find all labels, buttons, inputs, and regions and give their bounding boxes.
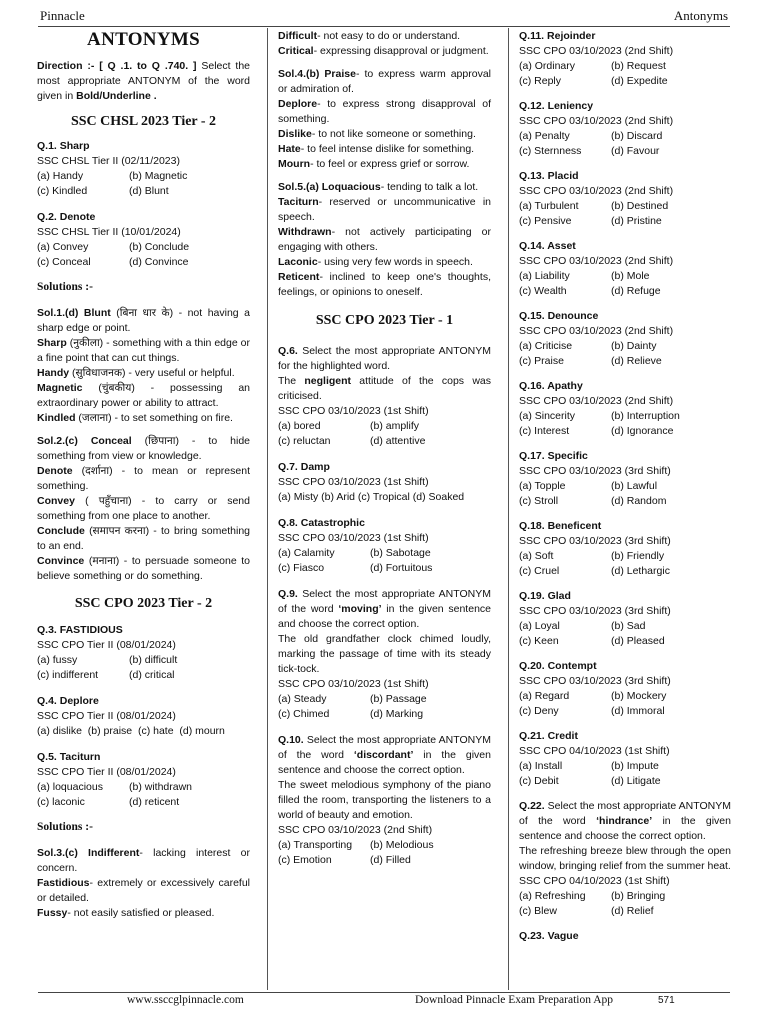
- question-7: Q.7. Damp SSC CPO 03/10/2023 (1st Shift) (a) Misty (b) Arid (c) Tropical (d) Soaked: [278, 461, 465, 503]
- column-1: [37, 29, 250, 921]
- question-18: Q.18. Beneficent SSC CPO 03/10/2023 (3rd Shift) (a) Soft (b) Friendly (c) Cruel (d) Lethargic: [519, 519, 731, 579]
- options: (a) Liability (b) Mole (c) Wealth (d) Refuge: [519, 270, 661, 297]
- question-4: Q.4. Deplore SSC CPO Tier II (08/01/2024) (a) dislike (b) praise (c) hate (d) mourn: [37, 695, 225, 737]
- question-1: Q.1. Sharp SSC CHSL Tier II (02/11/2023) (a) Handy (b) Magnetic (c) Kindled (d) Blunt: [37, 139, 250, 199]
- solutions-heading: Solutions :-: [37, 281, 93, 293]
- footer-divider: [38, 992, 730, 993]
- column-3: [519, 29, 731, 944]
- question-11: Q.11. Rejoinder SSC CPO 03/10/2023 (2nd Shift) (a) Ordinary (b) Request (c) Reply (d) Expedite: [519, 29, 731, 89]
- section-heading: SSC CHSL 2023 Tier - 2: [70, 114, 217, 129]
- options: (a) Install (b) Impute (c) Debit (d) Litigate: [519, 760, 661, 787]
- options: (a) Handy (b) Magnetic (c) Kindled (d) Blunt: [37, 170, 188, 197]
- options: (a) Refreshing (b) Bringing (c) Blew (d) Relief: [519, 890, 666, 917]
- options: (a) Regard (b) Mockery (c) Deny (d) Immoral: [519, 690, 667, 717]
- header-publisher: Pinnacle: [40, 8, 85, 23]
- question-8: Q.8. Catastrophic SSC CPO 03/10/2023 (1st Shift) (a) Calamity (b) Sabotage (c) Fiasco (d) Fortuitous: [278, 516, 491, 576]
- options: (a) Transporting (b) Melodious (c) Emotion (d) Filled: [278, 839, 434, 866]
- options: (a) Sincerity (b) Interruption (c) Interest (d) Ignorance: [519, 410, 680, 437]
- question-19: Q.19. Glad SSC CPO 03/10/2023 (3rd Shift) (a) Loyal (b) Sad (c) Keen (d) Pleased: [519, 589, 731, 649]
- footer-app-promo: Download Pinnacle Exam Preparation App: [415, 994, 614, 1006]
- question-9: Q.9. Select the most appropriate ANTONYM of the word ‘moving’ in the given sentence and choose the correct option. The old grandfather clock chimed loudly, marking the passage of time with its steady tick-tock. SSC CPO 03/10/2023 (1st Shift) (a) Steady (b) Passage (c) Chimed (d) Marking: [278, 588, 491, 720]
- options: (a) fussy (b) difficult (c) indifferent (d) critical: [37, 654, 178, 681]
- column-2: [278, 29, 491, 868]
- question-3: Q.3. FASTIDIOUS SSC CPO Tier II (08/01/2024) (a) fussy (b) difficult (c) indifferent (d) critical: [37, 623, 250, 683]
- question-21: Q.21. Credit SSC CPO 04/10/2023 (1st Shift) (a) Install (b) Impute (c) Debit (d) Litigate: [519, 729, 731, 789]
- definition-line: Difficult- not easy to do or understand.: [278, 30, 461, 42]
- options: (a) Ordinary (b) Request (c) Reply (d) Expedite: [519, 60, 668, 87]
- options: (a) Calamity (b) Sabotage (c) Fiasco (d) Fortuitous: [278, 547, 433, 574]
- question-10: Q.10. Select the most appropriate ANTONYM of the word ‘discordant’ in the given sentence and choose the correct option. The sweet melodious symphony of the piano filled the room, transporting the listeners to a world of beauty and emotion. SSC CPO 03/10/2023 (2nd Shift) (a) Transporting (b) Melodious (c) Emotion (d) Filled: [278, 734, 491, 866]
- question-12: Q.12. Leniency SSC CPO 03/10/2023 (2nd Shift) (a) Penalty (b) Discard (c) Sternness (d) Favour: [519, 99, 731, 159]
- question-6: Q.6. Select the most appropriate ANTONYM for the highlighted word. The negligent attitude of the cops was criticised. SSC CPO 03/10/2023 (1st Shift) (a) bored (b) amplify (c) reluctan (d) attentive: [278, 345, 491, 447]
- page-header: [40, 6, 728, 24]
- column-divider-2: [508, 28, 509, 990]
- question-23: Q.23. Vague: [519, 930, 579, 942]
- options: (a) Steady (b) Passage (c) Chimed (d) Marking: [278, 693, 427, 720]
- solution-2: Sol.2.(c) Conceal (छिपाना) - to hide something from view or knowledge. Denote (दर्शाना) - to mean or represent something. Convey ( पहुँचाना) - to carry or send something from one place to another. Conclude (समापन करना) - to bring something to an end. Convince (मनाना) - to persuade someone to believe something or do something.: [37, 435, 250, 582]
- direction-text: Direction :- [ Q .1. to Q .740. ] Select the most appropriate ANTONYM of the word given in Bold/Underline .: [37, 60, 250, 102]
- solution-1: Sol.1.(d) Blunt (बिना धार के) - not having a sharp edge or point. Sharp (नुकीला) - something with a thin edge or a fine point that can cut things. Handy (सुविधाजनक) - very useful or helpful. Magnetic (चुंबकीय) - possessing an extraordinary power or ability to attract. Kindled (जलाना) - to set something on fire.: [37, 307, 250, 424]
- page-footer: [0, 994, 768, 1010]
- options: (a) loquacious (b) withdrawn (c) laconic (d) reticent: [37, 781, 193, 808]
- question-13: Q.13. Placid SSC CPO 03/10/2023 (2nd Shift) (a) Turbulent (b) Destined (c) Pensive (d) Pristine: [519, 169, 731, 229]
- options: (a) Turbulent (b) Destined (c) Pensive (d) Pristine: [519, 200, 669, 227]
- question-22: Q.22. Select the most appropriate ANTONYM of the word ‘hindrance’ in the given sentence and choose the correct option. The refreshing breeze blew through the open window, bringing relief from the summer heat. SSC CPO 04/10/2023 (1st Shift) (a) Refreshing (b) Bringing (c) Blew (d) Relief: [519, 800, 731, 917]
- question-2: Q.2. Denote SSC CHSL Tier II (10/01/2024) (a) Convey (b) Conclude (c) Conceal (d) Convince: [37, 210, 250, 270]
- options: (a) Penalty (b) Discard (c) Sternness (d) Favour: [519, 130, 663, 157]
- options: (a) Convey (b) Conclude (c) Conceal (d) Convince: [37, 241, 190, 268]
- column-divider-1: [267, 28, 268, 990]
- options: (a) Soft (b) Friendly (c) Cruel (d) Lethargic: [519, 550, 670, 577]
- question-14: Q.14. Asset SSC CPO 03/10/2023 (2nd Shift) (a) Liability (b) Mole (c) Wealth (d) Refuge: [519, 239, 731, 299]
- options: (a) Loyal (b) Sad (c) Keen (d) Pleased: [519, 620, 665, 647]
- question-15: Q.15. Denounce SSC CPO 03/10/2023 (2nd Shift) (a) Criticise (b) Dainty (c) Praise (d) Relieve: [519, 309, 731, 369]
- definition-line: Critical- expressing disapproval or judgment.: [278, 45, 489, 57]
- options: (a) Topple (b) Lawful (c) Stroll (d) Random: [519, 480, 667, 507]
- question-5: Q.5. Taciturn SSC CPO Tier II (08/01/2024) (a) loquacious (b) withdrawn (c) laconic (d) reticent: [37, 750, 250, 810]
- options: (a) bored (b) amplify (c) reluctan (d) attentive: [278, 420, 426, 447]
- question-20: Q.20. Contempt SSC CPO 03/10/2023 (3rd Shift) (a) Regard (b) Mockery (c) Deny (d) Immoral: [519, 659, 731, 719]
- page-number: 571: [658, 995, 675, 1006]
- question-16: Q.16. Apathy SSC CPO 03/10/2023 (2nd Shift) (a) Sincerity (b) Interruption (c) Interest (d) Ignorance: [519, 379, 731, 439]
- options: (a) Criticise (b) Dainty (c) Praise (d) Relieve: [519, 340, 662, 367]
- question-17: Q.17. Specific SSC CPO 03/10/2023 (3rd Shift) (a) Topple (b) Lawful (c) Stroll (d) Random: [519, 449, 731, 509]
- header-topic: Antonyms: [673, 8, 728, 23]
- section-heading: SSC CPO 2023 Tier - 1: [315, 313, 454, 328]
- solutions-heading: Solutions :-: [37, 821, 93, 833]
- footer-website: www.ssccglpinnacle.com: [127, 994, 244, 1006]
- page-title: ANTONYMS: [87, 29, 200, 50]
- solution-3: Sol.3.(c) Indifferent- lacking interest or concern. Fastidious- extremely or excessively careful or detailed. Fussy- not easily satisfied or pleased.: [37, 847, 250, 919]
- header-divider: [38, 26, 730, 27]
- solution-5: Sol.5.(a) Loquacious- tending to talk a lot. Taciturn- reserved or uncommunicative in speech. Withdrawn- not actively participating or engaging with others. Laconic- using very few words in speech. Reticent- inclined to keep one's thoughts, feelings, or opinions to oneself.: [278, 181, 491, 298]
- section-heading: SSC CPO 2023 Tier - 2: [74, 596, 213, 611]
- solution-4: Sol.4.(b) Praise- to express warm approval or admiration of. Deplore- to express strong disapproval of something. Dislike- to not like someone or something. Hate- to feel intense dislike for something. Mourn- to feel or express grief or sorrow.: [278, 68, 491, 170]
